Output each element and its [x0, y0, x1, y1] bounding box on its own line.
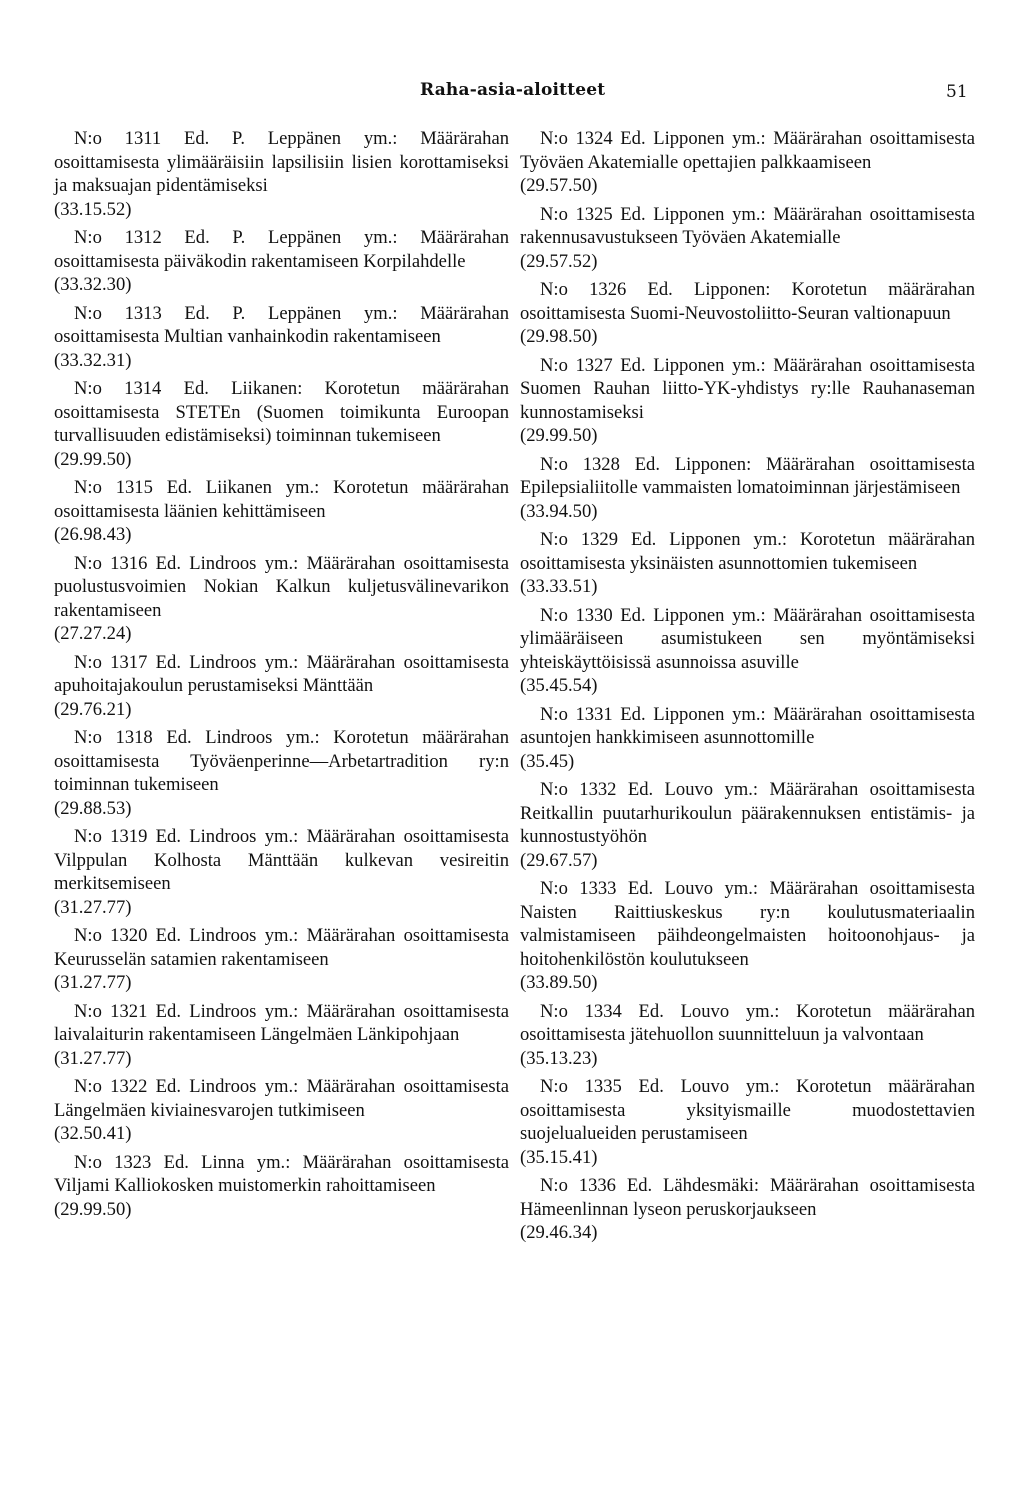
entry-title: N:o 1336 Ed. Lähdesmäki: Määrärahan osoittamisesta Hämeenlinnan lyseon peruskorjaukseen: [520, 1175, 975, 1220]
entry-1313: [54, 302, 509, 373]
entry-title: N:o 1324 Ed. Lipponen ym.: Määrärahan osoittamisesta Työväen Akatemialle opettajien palkkaamiseen: [520, 128, 975, 173]
entry-1336: [520, 1174, 975, 1245]
entry-title: N:o 1334 Ed. Louvo ym.: Korotetun määrärahan osoittamisesta jätehuollon suunnitteluun ja valvontaan: [520, 1000, 975, 1045]
running-title: Raha-asia-aloitteet: [420, 80, 606, 100]
budget-code: (27.27.24): [54, 623, 132, 644]
budget-code: (31.27.77): [54, 896, 132, 918]
budget-code: (35.13.23): [520, 1047, 598, 1069]
entry-title: N:o 1330 Ed. Lipponen ym.: Määrärahan osoittamisesta ylimääräiseen asumistukeen sen myöntämiseksi yhteiskäyttöisissä asunnoissa asuville: [520, 604, 975, 673]
entry-1334: [520, 1000, 975, 1071]
budget-code: (29.57.52): [520, 250, 598, 272]
entry-title: N:o 1333 Ed. Louvo ym.: Määrärahan osoittamisesta Naisten Raittiuskeskus ry:n koulutusmateriaalin valmistamiseen päihdeongelmaisten hoitoonohjaus- ja hoitohenkilöstön koulutukseen: [520, 878, 975, 970]
entry-1332: [520, 778, 975, 872]
entry-title: N:o 1331 Ed. Lipponen ym.: Määrärahan osoittamisesta asuntojen hankkimiseen asunnottomille: [520, 703, 975, 748]
entry-title: N:o 1318 Ed. Lindroos ym.: Korotetun määrärahan osoittamisesta Työväenperinne—Arbetartradition ry:n toiminnan tukemiseen: [54, 727, 509, 795]
entry-1316: [54, 552, 509, 646]
entry-1327: [520, 354, 975, 448]
entry-title: N:o 1323 Ed. Linna ym.: Määrärahan osoittamisesta Viljami Kalliokosken muistomerkin rahoittamiseen: [54, 1151, 509, 1196]
entry-1331: [520, 703, 975, 774]
entry-1321: [54, 1000, 509, 1071]
entry-title: N:o 1322 Ed. Lindroos ym.: Määrärahan osoittamisesta Längelmäen kiviainesvarojen tutkimiseen: [54, 1076, 509, 1121]
entry-1320: [54, 924, 509, 995]
budget-code: (29.46.34): [520, 1222, 598, 1243]
budget-code: (29.57.50): [520, 175, 598, 196]
entry-1326: [520, 278, 975, 349]
page-header: [0, 80, 1024, 110]
entry-1329: [520, 528, 975, 599]
budget-code: (35.45): [520, 750, 575, 772]
entry-1312: [54, 226, 509, 297]
entry-1335: [520, 1075, 975, 1169]
entry-1319: [54, 825, 509, 919]
entry-1318: [54, 726, 509, 820]
budget-code: (35.15.41): [520, 1146, 598, 1168]
budget-code: (33.89.50): [520, 972, 598, 993]
entry-1314: [54, 377, 509, 471]
entry-1323: [54, 1151, 509, 1222]
entry-title: N:o 1313 Ed. P. Leppänen ym.: Määrärahan osoittamisesta Multian vanhainkodin rakentamiseen: [54, 302, 509, 347]
budget-code: (33.32.30): [54, 274, 132, 295]
budget-code: (33.32.31): [54, 349, 132, 371]
left-column: [54, 127, 509, 1226]
entry-1315: [54, 476, 509, 547]
entry-title: N:o 1335 Ed. Louvo ym.: Korotetun määrärahan osoittamisesta yksityismaille muodostettavien suojelualueiden perustamiseen: [520, 1076, 975, 1144]
entry-1322: [54, 1075, 509, 1146]
budget-code: (33.15.52): [54, 198, 132, 220]
entry-title: N:o 1319 Ed. Lindroos ym.: Määrärahan osoittamisesta Vilppulan Kolhosta Mänttään kulkevan vesireitin merkitsemiseen: [54, 826, 509, 894]
entry-1324: [520, 127, 975, 198]
budget-code: (26.98.43): [54, 524, 132, 545]
entry-title: N:o 1325 Ed. Lipponen ym.: Määrärahan osoittamisesta rakennusavustukseen Työväen Akatemialle: [520, 203, 975, 248]
entry-title: N:o 1320 Ed. Lindroos ym.: Määrärahan osoittamisesta Keurusselän satamien rakentamiseen: [54, 925, 509, 970]
budget-code: (29.67.57): [520, 849, 598, 871]
budget-code: (29.99.50): [54, 448, 132, 470]
entry-title: N:o 1317 Ed. Lindroos ym.: Määrärahan osoittamisesta apuhoitajakoulun perustamiseksi Mänttään: [54, 651, 509, 696]
budget-code: (29.76.21): [54, 698, 132, 720]
entry-1317: [54, 651, 509, 722]
right-column: [520, 127, 975, 1250]
budget-code: (32.50.41): [54, 1123, 132, 1144]
entry-title: N:o 1327 Ed. Lipponen ym.: Määrärahan osoittamisesta Suomen Rauhan liitto-YK-yhdistys ry:lle Rauhanaseman kunnostamiseksi: [520, 354, 975, 423]
entry-title: N:o 1316 Ed. Lindroos ym.: Määrärahan osoittamisesta puolustusvoimien Nokian Kalkun kuljetusvälinevarikon rakentamiseen: [54, 552, 509, 621]
budget-code: (31.27.77): [54, 972, 132, 993]
entry-title: N:o 1321 Ed. Lindroos ym.: Määrärahan osoittamisesta laivalaiturin rakentamiseen Längelmäen Länkipohjaan: [54, 1000, 509, 1045]
budget-code: (33.33.51): [520, 576, 598, 597]
entry-title: N:o 1314 Ed. Liikanen: Korotetun määrärahan osoittamisesta STETEn (Suomen toimikunta Euroopan turvallisuuden edistämiseksi) toiminnan tukemiseen: [54, 378, 509, 446]
budget-code: (29.99.50): [54, 1198, 132, 1220]
budget-code: (29.99.50): [520, 425, 598, 446]
budget-code: (29.98.50): [520, 326, 598, 347]
entry-1330: [520, 604, 975, 698]
budget-code: (33.94.50): [520, 500, 598, 522]
entry-1325: [520, 203, 975, 274]
entry-title: N:o 1328 Ed. Lipponen: Määrärahan osoittamisesta Epilepsialiitolle vammaisten lomatoiminnan järjestämiseen: [520, 453, 975, 498]
budget-code: (31.27.77): [54, 1047, 132, 1069]
entry-title: N:o 1315 Ed. Liikanen ym.: Korotetun määrärahan osoittamisesta läänien kehittämiseen: [54, 477, 509, 522]
entry-1328: [520, 453, 975, 524]
entry-title: N:o 1326 Ed. Lipponen: Korotetun määrärahan osoittamisesta Suomi-Neuvostoliitto-Seuran valtionapuun: [520, 279, 975, 324]
entry-title: N:o 1329 Ed. Lipponen ym.: Korotetun määrärahan osoittamisesta yksinäisten asunnottomien tukemiseen: [520, 529, 975, 574]
entry-1311: [54, 127, 509, 221]
entry-title: N:o 1312 Ed. P. Leppänen ym.: Määrärahan osoittamisesta päiväkodin rakentamiseen Korpilahdelle: [54, 227, 509, 272]
budget-code: (35.45.54): [520, 675, 598, 696]
entry-1333: [520, 877, 975, 995]
entry-title: N:o 1332 Ed. Louvo ym.: Määrärahan osoittamisesta Reitkallin puutarhurikoulun päärakennuksen entistämis- ja kunnostustyöhön: [520, 779, 975, 847]
page-number: 51: [946, 82, 968, 102]
entry-title: N:o 1311 Ed. P. Leppänen ym.: Määrärahan osoittamisesta ylimääräisiin lapsilisiin lisien korottamiseksi ja maksuajan pidentämiseksi: [54, 128, 509, 196]
budget-code: (29.88.53): [54, 797, 132, 819]
